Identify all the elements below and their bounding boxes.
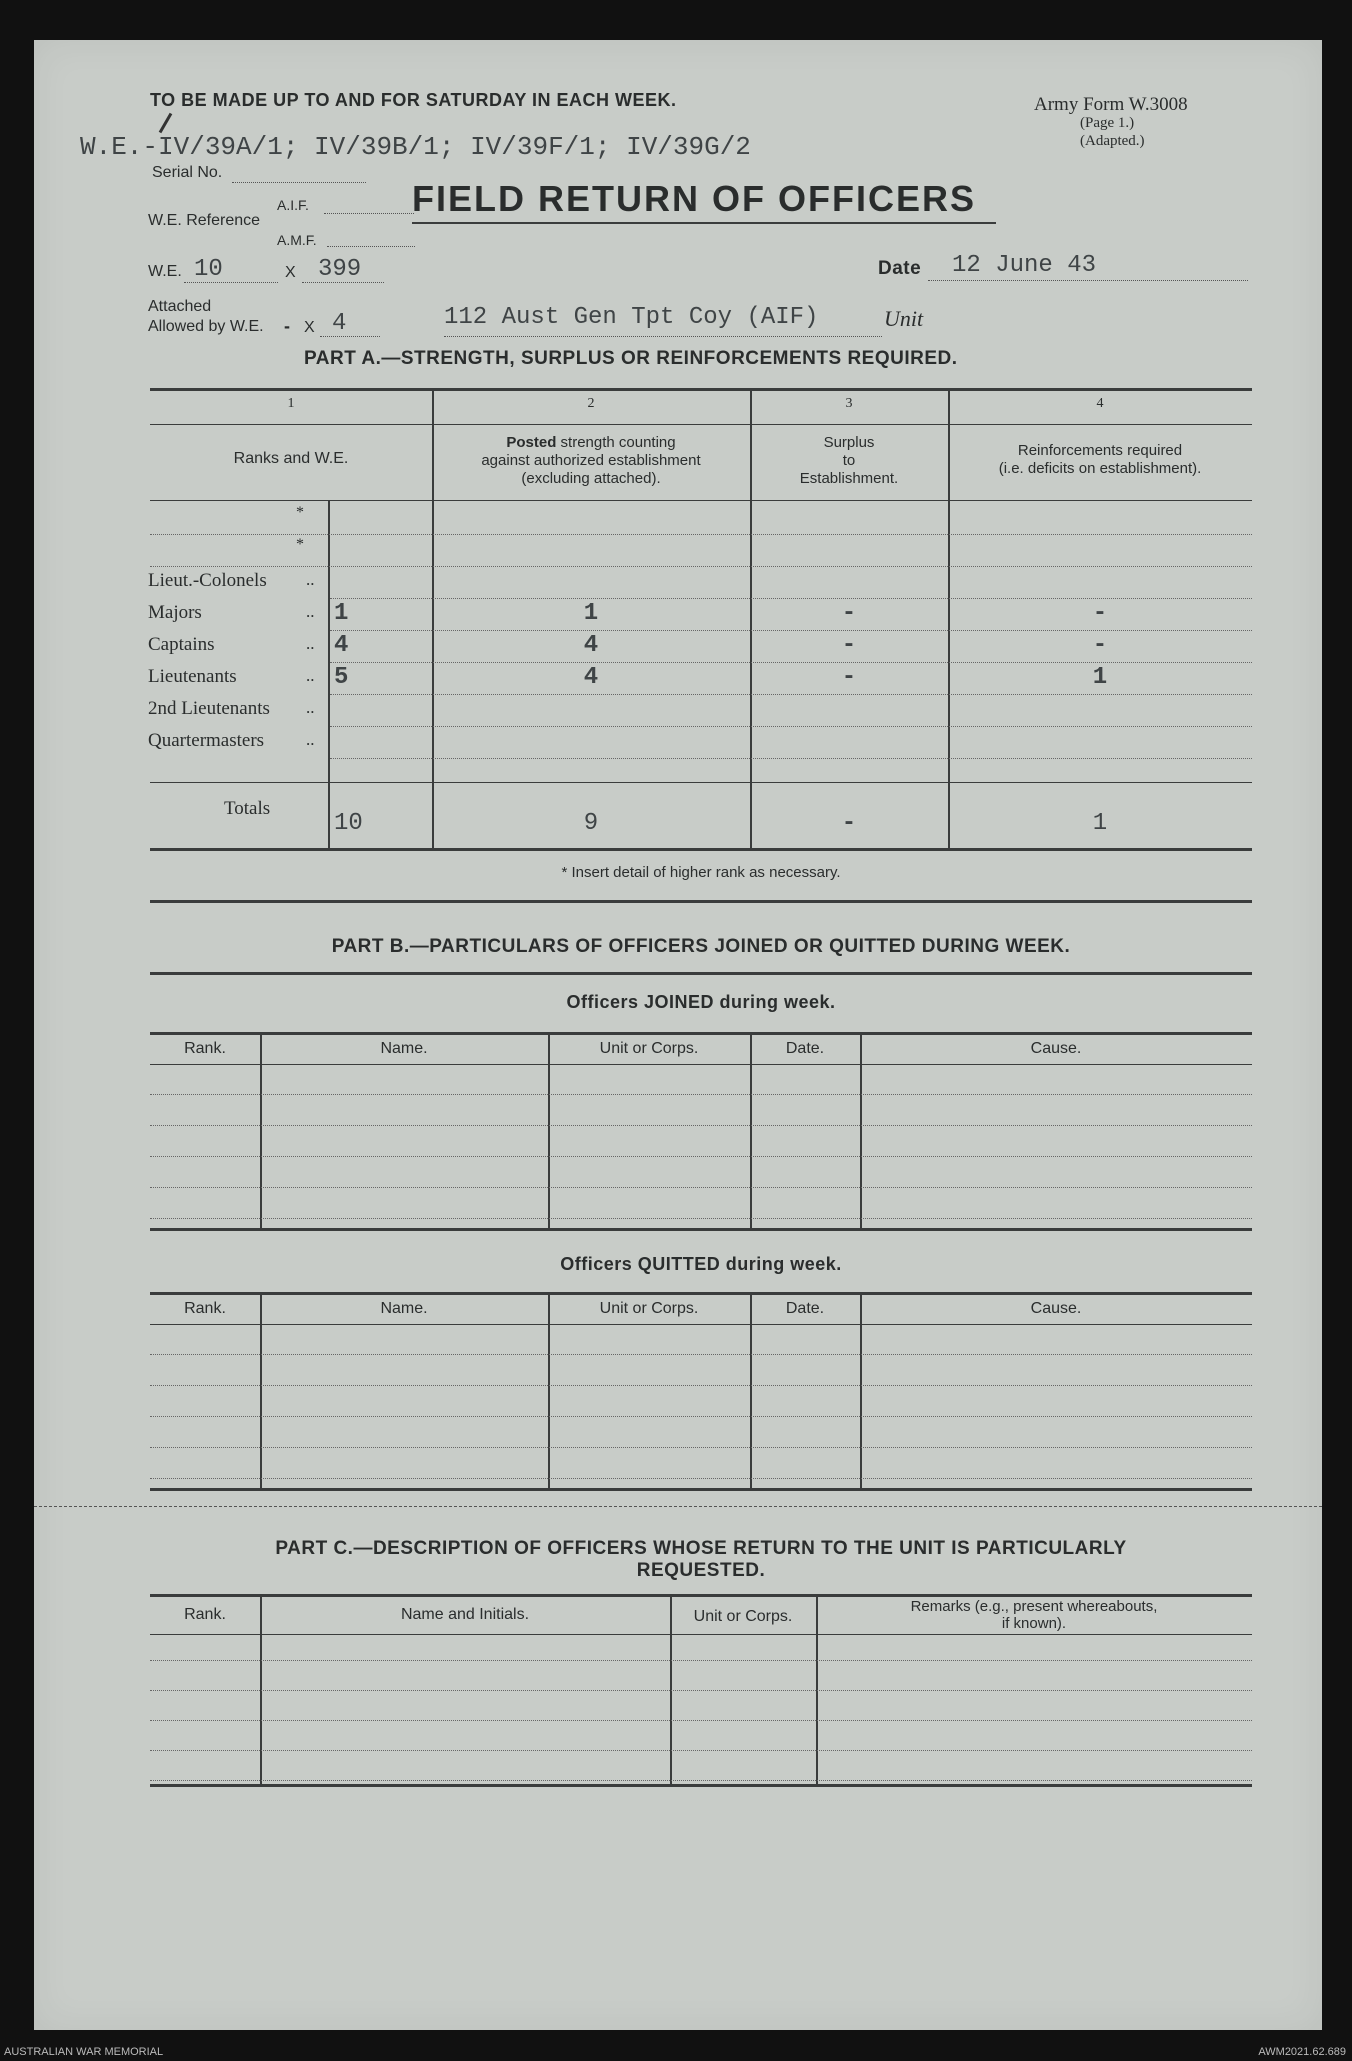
row-line[interactable] (330, 694, 1252, 695)
posted-line2: against authorized establishment (481, 452, 701, 469)
leader-dots: .. (306, 666, 315, 685)
joined-row[interactable] (150, 1125, 1252, 1126)
cell-surplus: - (841, 632, 857, 659)
col-number-2: 2 (587, 396, 595, 411)
part-a-title: PART A.—STRENGTH, SURPLUS OR REINFORCEMENTS REQUIRED. (304, 348, 958, 369)
joined-row[interactable] (150, 1094, 1252, 1095)
surplus-line3: Establishment. (799, 470, 899, 487)
joined-row[interactable] (150, 1156, 1252, 1157)
part-c-row[interactable] (150, 1660, 1252, 1661)
cell-surplus: - (841, 600, 857, 627)
col-divider-we (328, 500, 330, 848)
cell-posted: 4 (583, 632, 599, 659)
allowed-dash: - (284, 316, 291, 336)
unit-value: 112 Aust Gen Tpt Coy (AIF) (444, 304, 819, 331)
posted-line3: (excluding attached). (521, 470, 661, 487)
footer-left: AUSTRALIAN WAR MEMORIAL (4, 2046, 164, 2058)
col-number-1: 1 (287, 396, 295, 411)
part-c-col-unit: Unit or Corps. (693, 1608, 793, 1625)
part-c-title (150, 1538, 1252, 1582)
footer-right: AWM2021.62.689 (1258, 2046, 1346, 2058)
totals-reinf: 1 (1092, 810, 1108, 837)
joined-col-header: Unit or Corps. (599, 1040, 699, 1057)
quitted-row[interactable] (150, 1385, 1252, 1386)
cell-reinf: 1 (1092, 664, 1108, 691)
joined-col-divider (548, 1032, 550, 1230)
we-value-1: 10 (194, 256, 223, 283)
attached-label: Attached (148, 298, 212, 315)
part-c-bottom-rule (150, 1784, 1252, 1787)
unit-field[interactable] (444, 336, 882, 337)
quitted-row[interactable] (150, 1478, 1252, 1479)
reinf-line1: Reinforcements required (1017, 442, 1183, 459)
joined-col-header: Date. (785, 1040, 825, 1057)
col-header-surplus (750, 434, 948, 488)
joined-col-header: Name. (380, 1040, 428, 1057)
date-value: 12 June 43 (952, 252, 1097, 279)
allowed-label: Allowed by W.E. (148, 318, 264, 335)
joined-col-divider (750, 1032, 752, 1230)
totals-surplus: - (841, 810, 857, 837)
part-c-title-line2: REQUESTED. (636, 1560, 766, 1581)
totals-top-rule (150, 782, 1252, 783)
joined-row[interactable] (150, 1187, 1252, 1188)
allowed-x-label: X (304, 319, 315, 336)
footnote: * Insert detail of higher rank as necessary. (561, 864, 841, 881)
cell-reinf: - (1092, 600, 1108, 627)
quitted-bottom-rule (150, 1488, 1252, 1491)
quitted-row[interactable] (150, 1354, 1252, 1355)
part-c-col-remarks (816, 1598, 1252, 1632)
rank-label: Quartermasters (148, 730, 265, 751)
posted-bold: Posted (506, 434, 557, 451)
amf-field[interactable] (327, 246, 415, 247)
joined-title: Officers JOINED during week. (566, 992, 836, 1012)
col-number-rule (150, 424, 1252, 425)
totals-we: 10 (334, 810, 363, 837)
part-c-header-rule (150, 1634, 1252, 1635)
quitted-title: Officers QUITTED during week. (560, 1254, 842, 1274)
page-title: FIELD RETURN OF OFFICERS (412, 178, 976, 219)
instruction-text: TO BE MADE UP TO AND FOR SATURDAY IN EACH WEEK. (150, 90, 677, 110)
cell-reinf: - (1092, 632, 1108, 659)
col-header-ranks: Ranks and W.E. (233, 450, 349, 467)
allowed-field[interactable] (320, 336, 380, 337)
aif-field[interactable] (324, 213, 414, 214)
we-value-2: 399 (318, 256, 362, 283)
quitted-col-divider (260, 1292, 262, 1490)
joined-col-divider (860, 1032, 862, 1230)
title-underline (412, 222, 996, 224)
totals-posted: 9 (583, 810, 599, 837)
col-number-4: 4 (1096, 396, 1104, 411)
form-page (34, 40, 1322, 2030)
amf-label: A.M.F. (277, 232, 317, 248)
leader-dots: .. (306, 730, 315, 749)
part-c-col-rank: Rank. (184, 1606, 226, 1623)
we-x-label: X (285, 264, 296, 281)
posted-rest: strength counting (556, 434, 676, 451)
cell-we: 5 (334, 664, 349, 691)
part-b-title: PART B.—PARTICULARS OF OFFICERS JOINED OR QUITTED DURING WEEK. (331, 936, 1071, 957)
cell-surplus: - (841, 664, 857, 691)
pen-mark (159, 113, 173, 134)
row-line[interactable] (330, 726, 1252, 727)
quitted-header-rule (150, 1324, 1252, 1325)
part-b-top-rule (150, 972, 1252, 975)
leader-dots: .. (306, 698, 315, 717)
blank-row-1[interactable] (150, 534, 1252, 535)
part-a-top-rule (150, 388, 1252, 391)
row-line[interactable] (330, 758, 1252, 759)
cell-we: 1 (334, 600, 349, 627)
quitted-col-header: Rank. (184, 1300, 226, 1317)
surplus-line1: Surplus (823, 434, 875, 451)
allowed-value: 4 (332, 310, 347, 337)
rank-label: Captains (148, 634, 215, 655)
cell-posted: 4 (583, 664, 599, 691)
star-1: * (296, 504, 304, 521)
col-number-3: 3 (845, 396, 853, 411)
part-c-row[interactable] (150, 1780, 1252, 1781)
leader-dots: .. (306, 570, 315, 589)
joined-col-header: Cause. (1030, 1040, 1082, 1057)
form-name: Army Form W.3008 (1034, 94, 1188, 115)
rank-label: Lieutenants (148, 666, 237, 687)
joined-top-rule (150, 1032, 1252, 1035)
row-line[interactable] (330, 662, 1252, 663)
cell-posted: 1 (583, 600, 599, 627)
form-page: (Page 1.) (1080, 115, 1135, 131)
we-reference-label: W.E. Reference (148, 212, 261, 229)
aif-label: A.I.F. (277, 197, 309, 213)
joined-col-header: Rank. (184, 1040, 226, 1057)
surplus-line2: to (842, 452, 856, 469)
part-c-row[interactable] (150, 1690, 1252, 1691)
we-typed-line: W.E.-IV/39A/1; IV/39B/1; IV/39F/1; IV/39G/2 (80, 132, 751, 162)
col-header-reinforcements (948, 442, 1252, 478)
unit-label: Unit (884, 306, 924, 331)
joined-row[interactable] (150, 1218, 1252, 1219)
perforation-line (34, 1506, 1322, 1507)
footnote-rule (150, 900, 1252, 903)
cell-we: 4 (334, 632, 349, 659)
remarks-line1: Remarks (e.g., present whereabouts, (910, 1598, 1158, 1615)
leader-dots: .. (306, 634, 315, 653)
date-field[interactable] (928, 280, 1248, 281)
part-c-title-line1: PART C.—DESCRIPTION OF OFFICERS WHOSE RETURN TO THE UNIT IS PARTICULARLY (275, 1538, 1127, 1559)
part-a-bottom-rule (150, 848, 1252, 851)
row-line[interactable] (330, 598, 1252, 599)
totals-label: Totals (224, 798, 271, 819)
col-header-posted (432, 434, 750, 488)
date-label: Date (878, 258, 922, 279)
remarks-line2: if known). (1001, 1615, 1067, 1632)
quitted-col-header: Name. (380, 1300, 428, 1317)
header-bottom-rule (150, 500, 1252, 501)
serial-label: Serial No. (152, 164, 223, 181)
rank-label: Majors (148, 602, 202, 623)
part-c-row[interactable] (150, 1720, 1252, 1721)
rank-label: Lieut.-Colonels (148, 570, 267, 591)
quitted-col-divider (548, 1292, 550, 1490)
quitted-col-header: Date. (785, 1300, 825, 1317)
blank-row-2[interactable] (150, 566, 1252, 567)
joined-header-rule (150, 1064, 1252, 1065)
star-2: * (296, 536, 304, 553)
joined-col-divider (260, 1032, 262, 1230)
quitted-col-header: Cause. (1030, 1300, 1082, 1317)
reinf-line2: (i.e. deficits on establishment). (998, 460, 1202, 477)
quitted-top-rule (150, 1292, 1252, 1295)
quitted-col-divider (750, 1292, 752, 1490)
quitted-row[interactable] (150, 1447, 1252, 1448)
form-adapted: (Adapted.) (1080, 133, 1145, 149)
joined-bottom-rule (150, 1228, 1252, 1231)
part-c-row[interactable] (150, 1750, 1252, 1751)
part-c-top-rule (150, 1594, 1252, 1597)
quitted-row[interactable] (150, 1416, 1252, 1417)
we-label: W.E. (148, 263, 182, 280)
serial-field[interactable] (232, 182, 366, 183)
quitted-col-header: Unit or Corps. (599, 1300, 699, 1317)
leader-dots: .. (306, 602, 315, 621)
row-line[interactable] (330, 630, 1252, 631)
rank-label: 2nd Lieutenants (148, 698, 270, 719)
quitted-col-divider (860, 1292, 862, 1490)
part-c-col-name: Name and Initials. (400, 1606, 530, 1623)
